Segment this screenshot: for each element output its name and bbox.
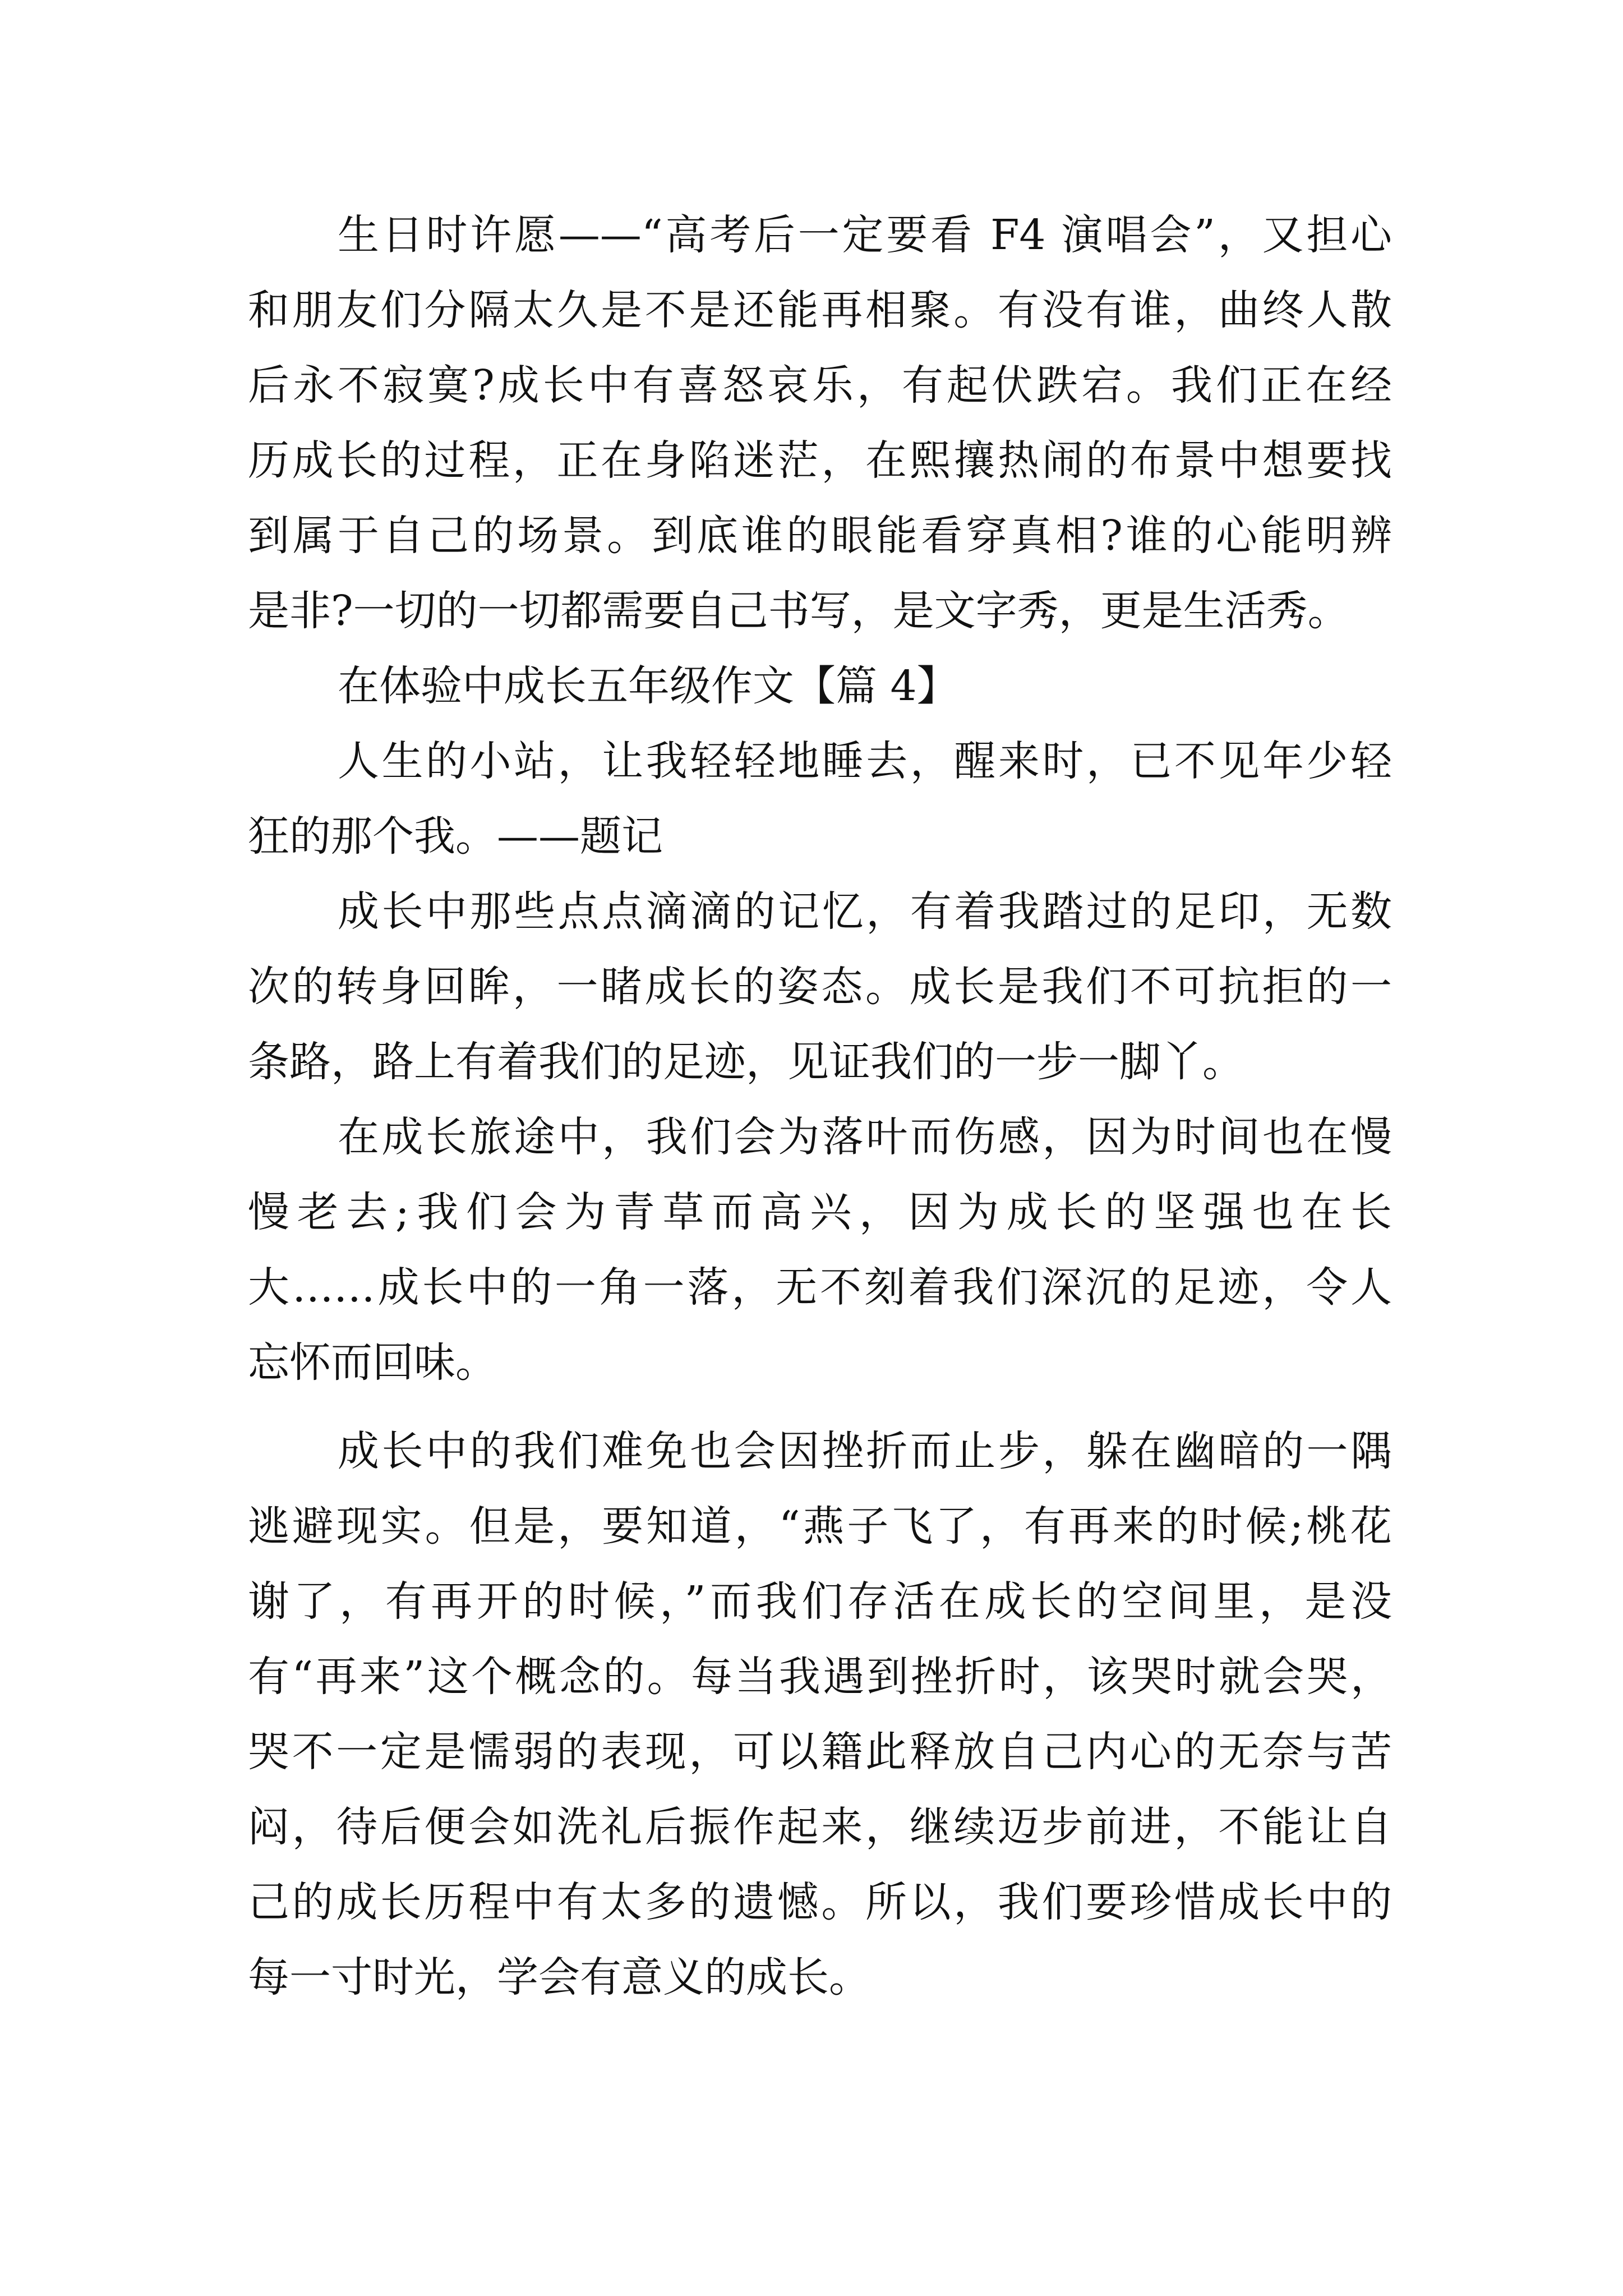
text-line: 人生的小站，让我轻轻地睡去，醒来时，已不见年少轻	[338, 737, 1392, 785]
text-line: 狂的那个我。——题记	[248, 812, 663, 861]
document-body	[248, 197, 1392, 2015]
text-line: 己的成长历程中有太多的遗憾。所以，我们要珍惜成长中的	[248, 1878, 1392, 1926]
text-line: 条路，路上有着我们的足迹，见证我们的一步一脚丫。	[248, 1038, 1244, 1086]
text-line: 每一寸时光，学会有意义的成长。	[248, 1953, 870, 2001]
text-line: 逃避现实。但是，要知道，“燕子飞了，有再来的时候;桃花	[248, 1502, 1392, 1550]
text-line: 次的转身回眸，一睹成长的姿态。成长是我们不可抗拒的一	[248, 963, 1392, 1011]
text-line: 闷，待后便会如洗礼后振作起来，继续迈步前进，不能让自	[248, 1803, 1392, 1851]
paragraph-spacer	[248, 1400, 1392, 1414]
text-line: 成长中那些点点滴滴的记忆，有着我踏过的足印，无数	[338, 887, 1392, 936]
text-line: 忘怀而回味。	[248, 1338, 497, 1387]
text-line: 和朋友们分隔太久是不是还能再相聚。有没有谁，曲终人散	[248, 286, 1392, 334]
text-line: 谢了，有再开的时候，”而我们存活在成长的空间里，是没	[248, 1577, 1392, 1626]
text-line: 成长中的我们难免也会因挫折而止步，躲在幽暗的一隅	[338, 1427, 1392, 1475]
text-line: 有“再来”这个概念的。每当我遇到挫折时，该哭时就会哭，	[248, 1653, 1392, 1701]
text-line: 大……成长中的一角一落，无不刻着我们深沉的足迹，令人	[248, 1263, 1392, 1312]
text-line: 慢老去;我们会为青草而高兴，因为成长的坚强也在长	[248, 1188, 1392, 1236]
text-line: 在成长旅途中，我们会为落叶而伤感，因为时间也在慢	[338, 1113, 1392, 1161]
text-line: 历成长的过程，正在身陷迷茫，在熙攘热闹的布景中想要找	[248, 436, 1392, 485]
text-line: 哭不一定是懦弱的表现，可以籍此释放自己内心的无奈与苦	[248, 1728, 1392, 1776]
text-line: 是非?一切的一切都需要自己书写，是文字秀，更是生活秀。	[248, 587, 1349, 635]
text-line: 生日时许愿——“高考后一定要看 F4 演唱会”，又担心	[338, 211, 1392, 259]
text-line: 到属于自己的场景。到底谁的眼能看穿真相?谁的心能明辨	[248, 512, 1392, 560]
section-heading: 在体验中成长五年级作文【篇 4】	[338, 662, 958, 710]
text-line: 后永不寂寞?成长中有喜怒哀乐，有起伏跌宕。我们正在经	[248, 361, 1392, 409]
